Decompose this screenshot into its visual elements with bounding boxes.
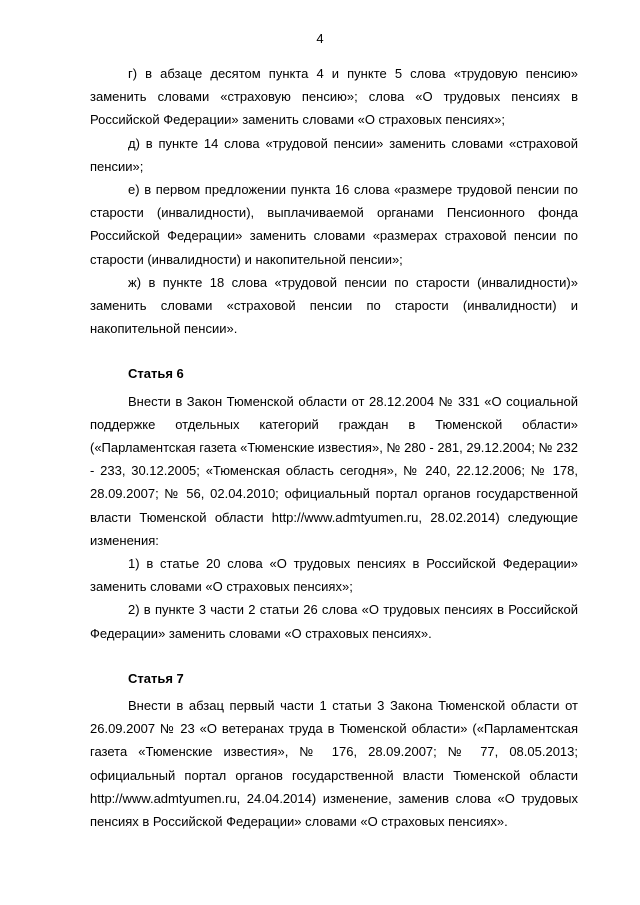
paragraph-item-g: г) в абзаце десятом пункта 4 и пункте 5 слова «трудовую пенсию» заменить словами «страховую пенсию»; слова «О трудовых пенсиях в Российской Федерации» заменить словами «О страховых пенсиях»; bbox=[90, 66, 578, 128]
article-6-heading: Статья 6 bbox=[128, 366, 184, 382]
paragraph-item-d: д) в пункте 14 слова «трудовой пенсии» заменить словами «страховой пенсии»; bbox=[90, 135, 578, 174]
page-number: 4 bbox=[316, 31, 324, 46]
article-6-item-2: 2) в пункте 3 части 2 статьи 26 слова «О трудовых пенсиях в Российской Федерации» заменить словами «О страховых пенсиях». bbox=[90, 602, 578, 641]
paragraph-item-e: е) в первом предложении пункта 16 слова «размере трудовой пенсии по старости (инвалидности), выплачиваемой органами Пенсионного фонда Российской Федерации» заменить словами «размерах страховой пенсии по старости (инвалидности) и накопительной пенсии»; bbox=[90, 182, 578, 267]
article-6-intro: Внести в Закон Тюменской области от 28.12.2004 № 331 «О социальной поддержке отдельных категорий граждан в Тюменской области» («Парламентская газета «Тюменские известия», № 280 - 281, 29.12.2004; № 232 - 233, 30.12.2005; «Тюменская область сегодня», № 240, 22.12.2006; № 178, 28.09.2007; № 56, 02.04.2010; официальный портал органов государственной власти Тюменской области http://www.admtyumen.ru, 28.02.2014) следующие изменения: bbox=[90, 393, 578, 548]
article-7-text: Внести в абзац первый части 1 статьи 3 Закона Тюменской области от 26.09.2007 № 23 «О ветеранах труда в Тюменской области» («Парламентская газета «Тюменские известия», № 176, 28.09.2007; № 77, 08.05.2013; официальный портал органов государственной власти Тюменской области http://www.admtyumen.ru, 24.04.2014) изменение, заменив слова «О трудовых пенсиях в Российской Федерации» словами «О страховых пенсиях». bbox=[90, 698, 578, 830]
document-body bbox=[90, 62, 578, 833]
paragraph-item-zh: ж) в пункте 18 слова «трудовой пенсии по старости (инвалидности)» заменить словами «страховой пенсии по старости (инвалидности) и накопительной пенсии». bbox=[90, 274, 578, 337]
article-6-item-1: 1) в статье 20 слова «О трудовых пенсиях в Российской Федерации» заменить словами «О страховых пенсиях»; bbox=[90, 556, 578, 595]
article-7-heading: Статья 7 bbox=[128, 670, 184, 686]
